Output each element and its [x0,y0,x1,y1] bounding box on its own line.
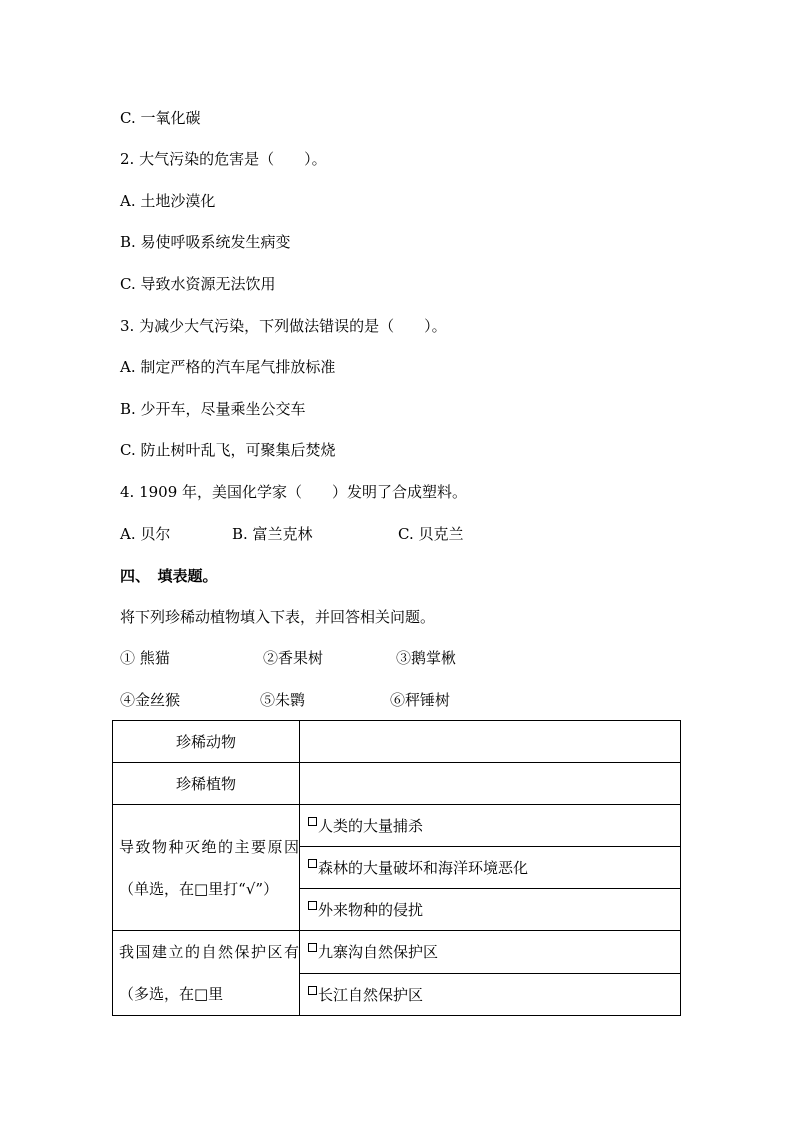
q1-option-c: C. 一氧化碳 [120,109,201,127]
section-4-instruction: 将下列珍稀动植物填入下表，并回答相关问题。 [120,608,436,626]
question-3: 3. 为减少大气污染，下列做法错误的是（ ）。 [120,317,447,335]
species-item: ① 熊猫 [120,649,170,667]
reason-option-row[interactable] [300,805,681,847]
rare-plants-answer-cell[interactable] [300,763,681,805]
reason-option-label: 外来物种的侵扰 [318,901,424,919]
checkbox-icon[interactable] [308,859,317,868]
species-item: ⑥秤锤树 [390,691,451,709]
q4-option-c: C. 贝克兰 [398,525,464,543]
reserve-option-row[interactable] [300,931,681,974]
reason-option-row[interactable] [300,889,681,931]
q2-option-b: B. 易使呼吸系统发生病变 [120,233,291,251]
fill-in-table [112,720,681,1016]
q3-option-a: A. 制定严格的汽车尾气排放标准 [120,358,336,376]
checkbox-icon[interactable] [308,901,317,910]
species-item: ⑤朱鹮 [260,691,306,709]
question-4: 4. 1909 年，美国化学家（ ）发明了合成塑料。 [120,483,468,501]
rare-plants-label: 珍稀植物 [113,763,300,805]
nature-reserve-label: 我国建立的自然保护区有（多选，在□里 [113,931,300,1016]
extinction-reason-label: 导致物种灭绝的主要原因（单选，在□里打“√”） [113,805,300,931]
species-item: ③鹅掌楸 [396,649,457,667]
q4-option-a: A. 贝尔 [120,525,171,543]
species-item: ②香果树 [263,649,324,667]
checkbox-icon[interactable] [308,986,317,995]
section-4-heading: 四、 填表题。 [120,567,218,585]
reason-option-row[interactable] [300,847,681,889]
reserve-option-label: 九寨沟自然保护区 [318,943,439,962]
q3-option-c: C. 防止树叶乱飞，可聚集后焚烧 [120,441,336,459]
reason-option-label: 森林的大量破坏和海洋环境恶化 [318,859,529,877]
checkbox-icon[interactable] [308,943,317,952]
rare-animals-label: 珍稀动物 [113,721,300,763]
q2-option-a: A. 土地沙漠化 [120,192,216,210]
species-item: ④金丝猴 [120,691,181,709]
reserve-option-row[interactable] [300,973,681,1016]
rare-animals-answer-cell[interactable] [300,721,681,763]
q2-option-c: C. 导致水资源无法饮用 [120,275,276,293]
q3-option-b: B. 少开车，尽量乘坐公交车 [120,400,306,418]
q4-option-b: B. 富兰克林 [232,525,313,543]
reason-option-label: 人类的大量捕杀 [318,817,424,835]
reserve-option-label: 长江自然保护区 [318,985,424,1004]
checkbox-icon[interactable] [308,817,317,826]
question-2: 2. 大气污染的危害是（ ）。 [120,150,327,168]
